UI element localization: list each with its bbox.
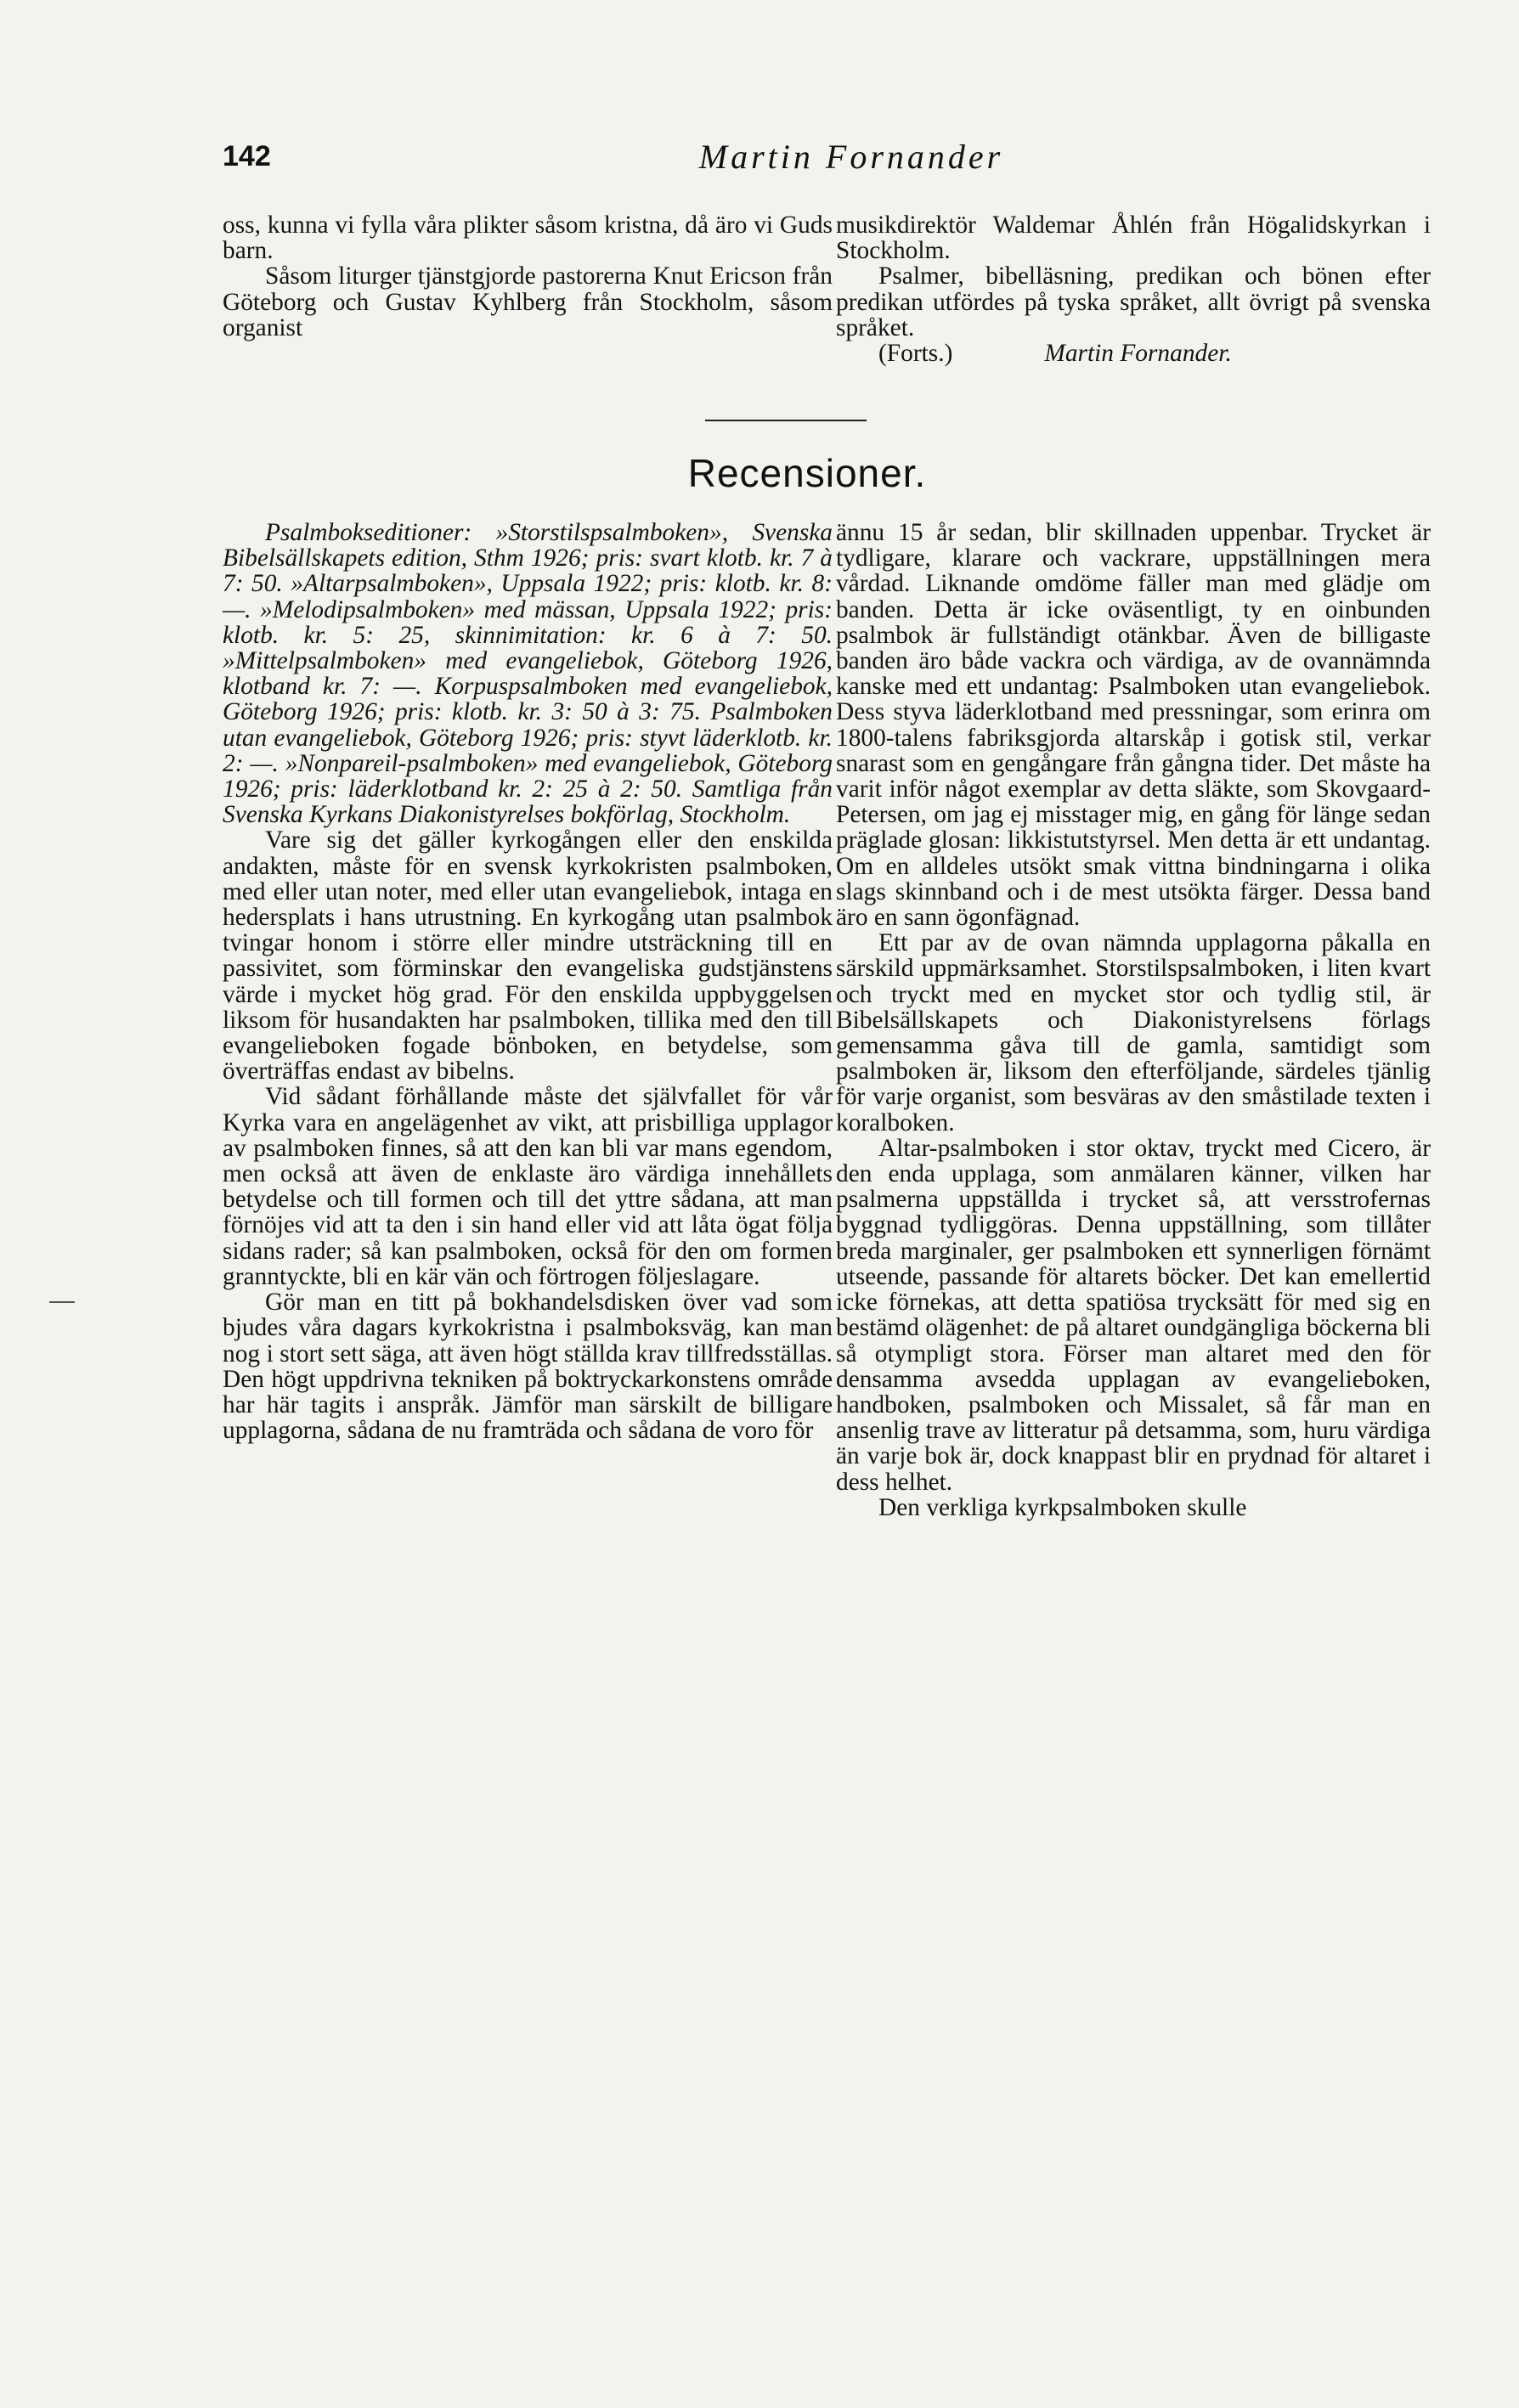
section-divider — [705, 420, 867, 421]
paragraph: Gör man en titt på bokhandelsdisken över vad som bjudes våra dagars kyrkokristna i psalmboksväg, kan man nog i stort sett säga, att även högt ställda krav tillfredsställas. Den högt uppdrivna tekniken på boktryckarkonstens område har här tagits i anspråk. Jämför man särskilt de billigare upplagorna, sådana de nu framträda och sådana de voro för — [223, 1289, 833, 1445]
section-title: Recensioner. — [687, 451, 927, 495]
page-number: 142 — [223, 140, 271, 172]
paragraph: Altar-psalmboken i stor oktav, tryckt med Cicero, är den enda upplaga, som anmälaren känner, vilken har psalmerna uppställda i trycket så, att versstrofernas byggnad tydliggöras. Denna uppställning, som tillåter breda marginaler, ger psalmboken ett synnerligen förnämt utseende, passande för altarets böcker. Det kan emellertid icke förnekas, att detta spatiösa trycksätt för med sig en bestämd olägenhet: de på altaret oundgängliga böckerna bli så otympligt stora. Förser man altaret med den för densamma avsedda upplagan av evangelieboken, handboken, psalmboken och Missalet, så får man en ansenlig trave av litteratur på detsamma, som, huru värdiga än varje bok är, dock knappast blir en prydnad för altaret i dess helhet. — [836, 1134, 1431, 1496]
paragraph: Den verkliga kyrkpsalmboken skulle — [878, 1493, 1247, 1521]
paragraph: Vare sig det gäller kyrkogången eller den enskilda andakten, måste för en svensk kyrkokristen psalmboken, med eller utan noter, med eller utan evangeliebok, intaga en hedersplats i hans utrustning. En kyrkogång utan psalmbok tvingar honom i större eller mindre utsträckning till en passivitet, som förminskar den evangeliska gudstjänstens värde i mycket hög grad. För den enskilda uppbyggelsen liksom för husandakten har psalmboken, tillika med den till evangelieboken fogade bönboken, en betydelse, som överträffas endast av bibelns. — [223, 826, 833, 1086]
paragraph: Psalmer, bibelläsning, predikan och bönen efter predikan utfördes på tyska språket, allt övrigt på svenska språket. — [836, 262, 1431, 341]
paragraph: Såsom liturger tjänstgjorde pastorerna Knut Ericson från Göteborg och Gustav Kyhlberg från Stockholm, såsom organist — [223, 262, 833, 341]
paragraph: Ett par av de ovan nämnda upplagorna påkalla en särskild uppmärksamhet. Storstilspsalmboken, i liten kvart och tryckt med en mycket stor och tydlig stil, är Bibelsällskapets och Diakonistyrelsens förlags gemensamma gåva till de gamla, samtidigt som psalmboken är, liksom den efterföljande, särdeles tjänlig för varje organist, som besväras av den småstilade texten i koralboken. — [836, 929, 1431, 1136]
bibliographic-entry: Psalmbokseditioner: »Storstilspsalmboken», Svenska Bibelsällskapets edition, Sthm 1926; pris: svart klotb. kr. 7 à 7: 50. »Altarpsalmboken», Uppsala 1922; pris: klotb. kr. 8: —. »Melodipsalmboken» med mässan, Uppsala 1922; pris: klotb. kr. 5: 25, skinnimitation: kr. 6 à 7: 50. »Mittelpsalmboken» med evangeliebok, Göteborg 1926, klotband kr. 7: —. Korpuspsalmboken med evangeliebok, Göteborg 1926; pris: klotb. kr. 3: 50 à 3: 75. Psalmboken utan evangeliebok, Göteborg 1926; pris: styvt läderklotb. kr. 2: —. »Nonpareil-psalmboken» med evangeliebok, Göteborg 1926; pris: läderklotband kr. 2: 25 à 2: 50. Samtliga från Svenska Kyrkans Diakonistyrelses bokförlag, Stockholm. — [223, 519, 833, 829]
continued-marker: (Forts.) — [878, 340, 953, 368]
paragraph: ännu 15 år sedan, blir skillnaden uppenbar. Trycket är tydligare, klarare och vackrare, uppställningen mera vårdad. Liknande omdöme fäller man med glädje om banden. Detta är icke oväsentligt, ty en oinbunden psalmbok är fullständigt otänkbar. Även de billigaste banden äro både vackra och värdiga, av de ovannämnda kanske med ett undantag: Psalmboken utan evangeliebok. Dess styva läderklotband med pressningar, som erinra om 1800-talens fabriksgjorda altarskåp i gotisk stil, verkar snarast som en gengångare från gångna tider. Det måste ha varit inför något exemplar av detta släkte, som Skovgaard-Petersen, om jag ej misstager mig, en gång för länge sedan präglade glosan: likkistutstyrsel. Men detta är ett undantag. Om en alldeles utsökt smak vittna bindningarna i olika slags skinnband och i de mest utsökta färger. Dessa band äro en sann ögonfägnad. — [836, 519, 1431, 932]
continued-article-left — [223, 212, 833, 341]
running-title: Martin Fornander — [698, 138, 1004, 176]
article-signature — [836, 341, 1431, 366]
signature-author: Martin Fornander. — [1044, 340, 1232, 368]
continued-article-right — [836, 212, 1431, 366]
paragraph: oss, kunna vi fylla våra plikter såsom kristna, då äro vi Guds barn. — [223, 211, 833, 265]
paragraph: Vid sådant förhållande måste det självfallet för vår Kyrka vara en angelägenhet av vikt, att prisbilliga upplagor av psalmboken finnes, så att den kan bli var mans egendom, men också att även de enklaste äro värdiga innehållets betydelse och till formen och till det yttre sådana, att man förnöjes vid att ta den i sin hand eller vid att låta ögat följa sidans rader; så kan psalmboken, också för den om formen granntyckte, bli en kär vän och förtrogen följeslagare. — [223, 1083, 833, 1290]
margin-mark — [49, 1301, 75, 1303]
paragraph: musikdirektör Waldemar Åhlén från Högalidskyrkan i Stockholm. — [836, 211, 1431, 265]
running-head — [223, 140, 1429, 191]
review-column-left — [223, 520, 833, 1443]
review-column-right — [836, 520, 1431, 1520]
